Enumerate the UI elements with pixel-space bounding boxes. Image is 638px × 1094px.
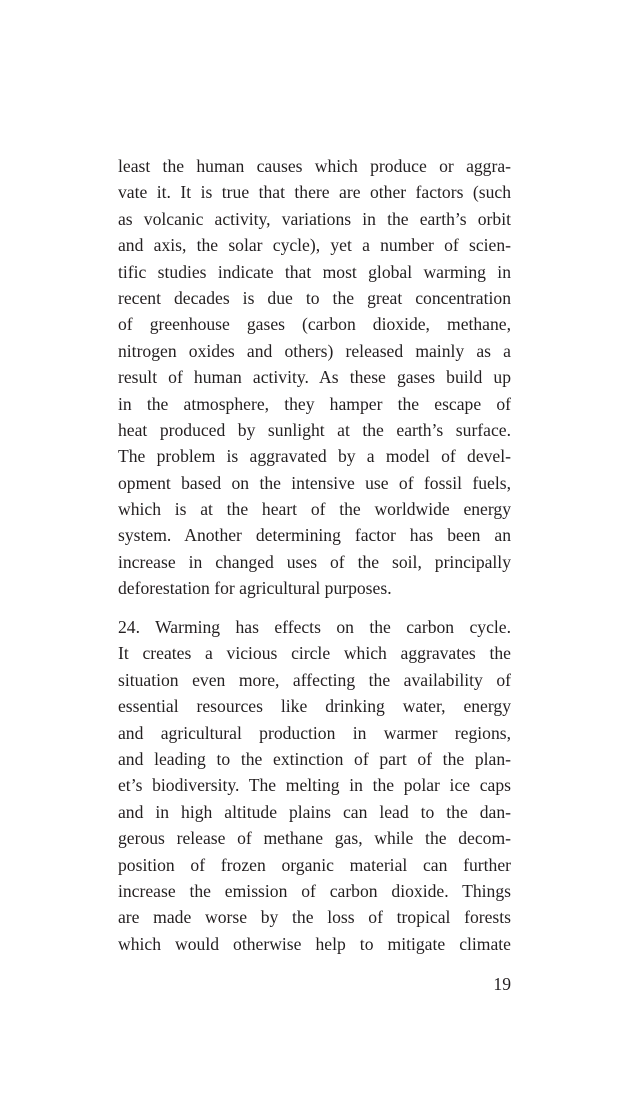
text-line: and in high altitude plains can lead to the dan- [118,801,511,822]
text-line: vate it. It is true that there are other factors (such [118,182,511,203]
text-line: essential resources like drinking water, energy [118,696,511,717]
text-line: and leading to the extinction of part of the plan- [118,748,511,769]
paragraph-24 [118,614,511,957]
text-line: nitrogen oxides and others) released mainly as a [118,340,511,361]
text-line: tific studies indicate that most global warming in [118,261,511,282]
text-line: recent decades is due to the great concentration [118,287,511,308]
text-line: are made worse by the loss of tropical forests [118,907,511,928]
page-number: 19 [493,974,511,994]
text-line: and agricultural production in warmer regions, [118,722,511,743]
text-line: deforestation for agricultural purposes. [118,578,392,599]
text-line: as volcanic activity, variations in the earth’s orbit [118,208,511,229]
text-line: gerous release of methane gas, while the decom- [118,828,511,849]
text-line: The problem is aggravated by a model of devel- [118,446,511,467]
text-line: increase in changed uses of the soil, principally [118,551,511,572]
text-line: increase the emission of carbon dioxide. Things [118,880,511,901]
text-line: which would otherwise help to mitigate climate [118,933,511,954]
text-line: et’s biodiversity. The melting in the polar ice caps [118,775,511,796]
text-line: least the human causes which produce or aggra- [118,156,511,176]
paragraph-continued [118,153,511,602]
text-line: and axis, the solar cycle), yet a number of scien- [118,235,511,256]
text-line: heat produced by sunlight at the earth’s surface. [118,419,511,440]
text-line: which is at the heart of the worldwide energy [118,499,511,520]
text-line: position of frozen organic material can further [118,854,511,875]
text-line: system. Another determining factor has been an [118,525,511,546]
text-line: of greenhouse gases (carbon dioxide, methane, [118,314,511,335]
text-line: It creates a vicious circle which aggravates the [118,643,511,664]
text-line: in the atmosphere, they hamper the escape of [118,393,511,414]
text-line: 24. Warming has effects on the carbon cycle. [118,617,511,637]
text-line: opment based on the intensive use of fossil fuels, [118,472,511,493]
text-line: result of human activity. As these gases build up [118,367,511,388]
text-line: situation even more, affecting the availability of [118,669,511,690]
